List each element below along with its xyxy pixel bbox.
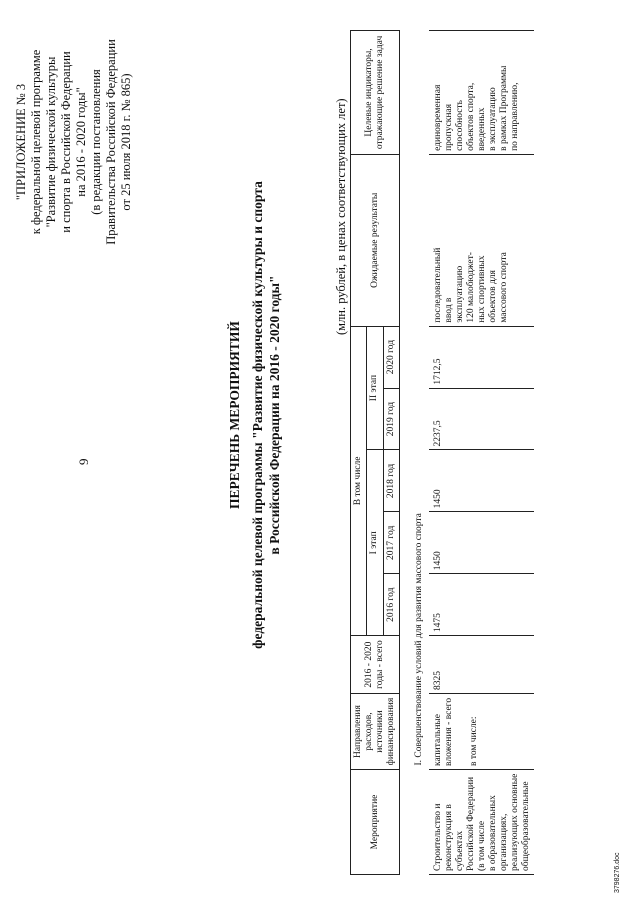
activities-table — [350, 30, 534, 875]
header-stage-2: II этап — [367, 326, 383, 450]
header-year-2016: 2016 год — [383, 574, 399, 636]
activity-line: Российской Федерации — [466, 776, 476, 871]
value-2016: 1475 — [429, 574, 534, 636]
expected-line: 120 малобюджет- — [466, 252, 476, 323]
header-activity: Мероприятие — [351, 770, 400, 875]
header-expected: Ожидаемые результаты — [351, 154, 400, 326]
expected-line: эксплуатацию — [455, 265, 465, 323]
activity-line: организациях, — [499, 813, 509, 871]
units-note: (млн. рублей, в ценах соответствующих лет) — [334, 98, 348, 335]
header-stage-1: I этап — [367, 450, 383, 636]
indicator-line: введенных — [477, 107, 487, 151]
indicator-line: по направлению, — [510, 82, 520, 151]
header-including: В том числе — [351, 326, 367, 635]
indicators-cell — [429, 31, 534, 155]
header-directions: Направления расходов, источники финансирования — [351, 694, 400, 770]
activity-line: в образовательных — [488, 795, 498, 871]
indicator-line: единовременная — [433, 84, 443, 151]
appendix-line: (в редакции постановления — [89, 69, 103, 215]
footer-filename: 3798276.doc — [614, 852, 621, 893]
expected-cell — [429, 154, 534, 326]
activity-line: Строительство и — [433, 803, 443, 871]
title-line: федеральной целевой программы "Развитие физической культуры и спорта — [250, 181, 265, 649]
indicator-line: в рамках Программы — [499, 65, 509, 151]
activity-line: общеобразовательные — [521, 781, 531, 871]
title-heading: ПЕРЕЧЕНЬ МЕРОПРИЯТИЙ — [227, 321, 242, 509]
value-2018: 1450 — [429, 450, 534, 512]
expected-line: ввод в — [444, 297, 454, 323]
document-title — [226, 5, 283, 825]
appendix-line: и спорта в Российской Федерации — [59, 51, 73, 233]
expected-line: объектов для — [488, 270, 498, 323]
header-year-2019: 2019 год — [383, 388, 399, 450]
indicator-line: способность — [455, 100, 465, 151]
appendix-line: на 2016 - 2020 годы" — [74, 87, 88, 197]
total-value: 8325 — [429, 636, 534, 694]
section-title: I. Совершенствование условий для развития массового спорта — [414, 513, 424, 766]
header-year-2018: 2018 год — [383, 450, 399, 512]
value-2019: 2237,5 — [429, 388, 534, 450]
header-total: 2016 - 2020 годы - всего — [351, 636, 400, 694]
appendix-block — [14, 27, 134, 257]
title-line: в Российской Федерации на 2016 - 2020 годы" — [267, 275, 282, 555]
value-2020: 1712,5 — [429, 326, 534, 388]
direction-cell — [429, 694, 534, 770]
appendix-line: Правительства Российской Федерации — [104, 39, 118, 245]
appendix-line: "ПРИЛОЖЕНИЕ № 3 — [14, 83, 28, 201]
activity-line: реализующих основные — [510, 773, 520, 871]
header-year-2017: 2017 год — [383, 512, 399, 574]
activity-line: реконструкция в субъектах — [444, 804, 465, 871]
appendix-line: от 25 июля 2018 г. № 865) — [119, 73, 133, 211]
appendix-line: к федеральной целевой программе — [29, 49, 43, 235]
value-2017: 1450 — [429, 512, 534, 574]
appendix-line: "Развитие физической культуры — [44, 56, 58, 228]
direction-sub: в том числе: — [469, 716, 479, 767]
expected-line: последовательный — [433, 247, 443, 323]
header-year-2020: 2020 год — [383, 326, 399, 388]
indicator-line: объектов спорта, — [466, 82, 476, 151]
expected-line: массового спорта — [499, 252, 509, 323]
indicator-line: пропускная — [444, 104, 454, 151]
expected-line: ных спортивных — [477, 255, 487, 323]
activity-line: (в том числе — [477, 820, 487, 871]
direction-main: капитальные вложения - всего — [433, 697, 454, 767]
indicator-line: в эксплуатацию — [488, 87, 498, 151]
table-row — [429, 31, 534, 875]
header-indicators: Целевые индикаторы, отражающие решение задач — [351, 31, 400, 155]
page-number: 9 — [76, 458, 91, 465]
activity-cell — [429, 770, 534, 875]
